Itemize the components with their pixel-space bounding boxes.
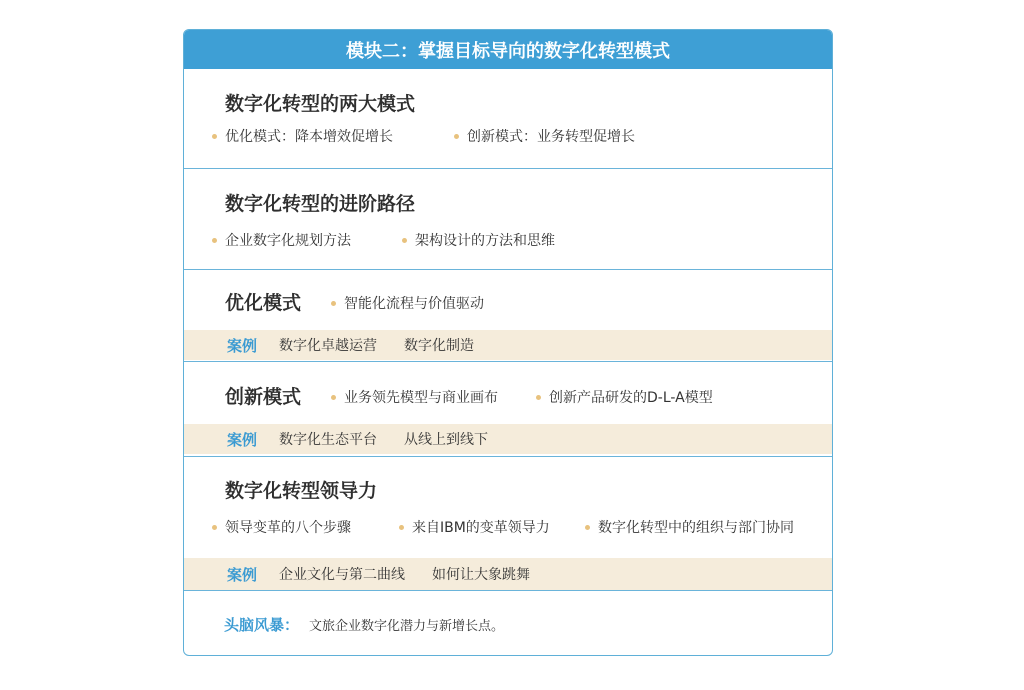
bullet-dot-icon [331,301,336,306]
bullet-text: 智能化流程与价值驱动 [344,296,484,312]
case-bar [184,558,832,590]
section-innovation-mode [184,361,832,456]
bullet-text: 创新产品研发的D-L-A模型 [549,390,713,406]
section-two-modes [184,69,832,168]
module-title: 模块二：掌握目标导向的数字化转型模式 [346,40,670,62]
bullet-dot-icon [585,525,590,530]
module-card [183,29,833,656]
bullet-item [402,230,555,250]
bullet-dot-icon [212,134,217,139]
bullet-item [331,387,498,407]
bullet-dot-icon [212,525,217,530]
bullet-list [212,126,635,146]
module-header [184,30,832,69]
case-item: 从线上到线下 [404,432,489,448]
section-leadership [184,456,832,590]
brainstorm-label: 头脑风暴： [224,616,300,634]
bullet-text: 架构设计的方法和思维 [415,233,555,249]
section-title: 数字化转型领导力 [225,480,378,502]
section-title: 优化模式 [225,292,302,314]
section-title: 数字化转型的进阶路径 [225,193,416,215]
case-label: 案例 [227,430,258,449]
case-item: 数字化制造 [404,338,475,354]
case-bar [184,424,832,454]
case-label: 案例 [227,336,258,355]
section-optimization-mode [184,269,832,361]
case-item: 数字化生态平台 [279,432,378,448]
section-brainstorm [184,590,832,656]
section-title: 创新模式 [225,386,302,408]
bullet-text: 数字化转型中的组织与部门协同 [598,520,794,536]
bullet-dot-icon [212,238,217,243]
section-advance-path [184,168,832,269]
bullet-item [331,293,484,313]
bullet-text: 来自IBM的变革领导力 [412,520,550,536]
case-item: 数字化卓越运营 [279,338,378,354]
bullet-dot-icon [331,395,336,400]
case-item: 企业文化与第二曲线 [279,567,406,583]
case-item: 如何让大象跳舞 [432,567,531,583]
bullet-item [212,517,399,537]
bullet-item [212,230,402,250]
bullet-item [212,126,454,146]
case-bar [184,330,832,360]
bullet-text: 领导变革的八个步骤 [225,520,351,536]
bullet-dot-icon [402,238,407,243]
bullet-item [399,517,585,537]
case-label: 案例 [227,565,258,584]
brainstorm-text: 文旅企业数字化潜力与新增长点。 [309,619,505,634]
bullet-text: 企业数字化规划方法 [225,233,351,249]
bullet-text: 优化模式：降本增效促增长 [225,129,393,145]
bullet-dot-icon [454,134,459,139]
bullet-dot-icon [536,395,541,400]
bullet-list [212,517,794,537]
bullet-item [536,387,713,407]
section-title: 数字化转型的两大模式 [225,93,416,115]
bullet-text: 业务领先模型与商业画布 [344,390,498,406]
brainstorm-row [224,614,504,635]
bullet-dot-icon [399,525,404,530]
bullet-item [585,517,794,537]
bullet-item [454,126,635,146]
bullet-list [212,230,555,250]
bullet-text: 创新模式：业务转型促增长 [467,129,635,145]
